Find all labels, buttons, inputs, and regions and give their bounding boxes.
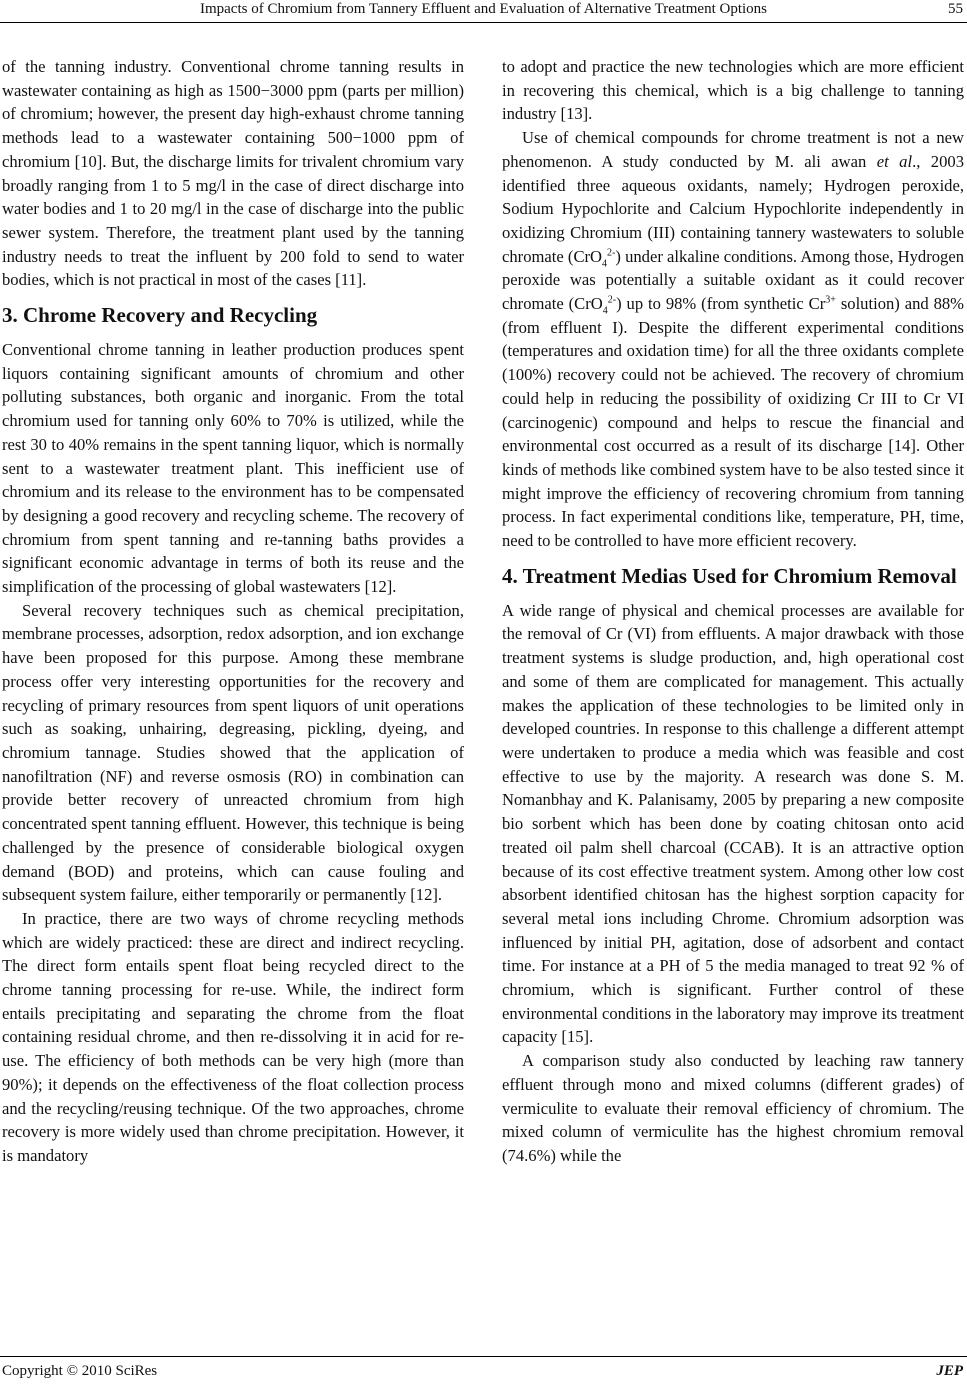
paragraph: A wide range of physical and chemical processes are available for the removal of Cr (VI) from effluents. A major drawback with those treatment systems is sludge production, and, high operational cost and some of them are complicated for management. This actually makes the application of these technologies to be limited only in developed countries. In response to this challenge a different attempt were undertaken to produce a media which was feasible and cost effective to use by the majority. A research was done S. M. Nomanbhay and K. Palanisamy, 2005 by preparing a new composite bio sorbent which has been done by coating chitosan onto acid treated oil palm shell charcoal (CCAB). It is an attractive option because of its cost effective treatment system. Among other low cost absorbent identified chitosan has the highest sorption capacity for several metal ions including Chrome. Chromium adsorption was influenced by initial PH, agitation, dose of adsorbent and contact time. For instance at a PH of 5 the media managed to treat 92 % of chromium, which is significant. Further control of these environmental conditions in the laboratory may improve its treatment capacity [15]. bbox=[502, 600, 964, 1047]
paragraph: A comparison study also conducted by leaching raw tannery effluent through mono and mixed columns (different grades) of vermiculite to evaluate their removal efficiency of chromium. The mixed column of vermiculite has the highest chromium removal (74.6%) while the bbox=[502, 1051, 964, 1165]
superscript: 2- bbox=[607, 294, 617, 306]
right-column bbox=[502, 55, 964, 1168]
section-heading: 4. Treatment Medias Used for Chromium Removal bbox=[502, 563, 957, 588]
paragraph: of the tanning industry. Conventional chrome tanning results in wastewater containing as high as 1500−3000 ppm (parts per million) of chromium; however, the present day high-exhaust chrome tanning methods lead to a wastewater containing 500−1000 ppm of chromium [10]. But, the discharge limits for trivalent chromium vary broadly ranging from 1 to 5 mg/l in the case of direct discharge into water bodies and 1 to 20 mg/l in the case of discharge into the public sewer system. Therefore, the treatment plant used by the tanning industry needs to treat the influent by 200 fold to send to water bodies, which is not practical in most of the cases [11]. bbox=[2, 57, 464, 290]
superscript: 2- bbox=[607, 247, 616, 259]
running-title: Impacts of Chromium from Tannery Effluent and Evaluation of Alternative Treatment Options bbox=[199, 1, 768, 17]
section-heading: 3. Chrome Recovery and Recycling bbox=[2, 303, 318, 328]
journal-name: JEP bbox=[936, 1363, 963, 1379]
page-number: 55 bbox=[948, 1, 963, 17]
paragraph: Conventional chrome tanning in leather production produces spent liquors containing significant amounts of chromium and other polluting substances, both organic and inorganic. From the total chromium used for tanning only 60% to 70% is utilized, while the rest 30 to 40% remains in the spent tanning liquor, which is normally sent to a wastewater treatment plant. This inefficient use of chromium and its release to the environment has to be compensated by designing a good recovery and recycling scheme. The recovery of chromium from spent tanning and re-tanning baths provides a significant economic advantage in terms of both its reuse and the simplification of the processing of global wastewaters [12]. bbox=[2, 340, 464, 597]
text-run: ) under alkaline conditions. Among those, Hydrogen peroxide was potentially a suitable oxidant as it could recover chromate (CrO bbox=[502, 246, 965, 314]
page-header bbox=[0, 0, 967, 23]
subscript: 4 bbox=[602, 257, 608, 269]
paragraph: Several recovery techniques such as chemical precipitation, membrane processes, adsorption, redox adsorption, and ion exchange have been proposed for this purpose. Among these membrane process offer very interesting opportunities for the recovery and recycling of primary resources from spent liquors of unit operations such as soaking, unhairing, degreasing, pickling, dyeing, and chromium tannage. Studies showed that the application of nanofiltration (NF) and reverse osmosis (RO) in combination can provide better recovery of unreacted chromium from high concentrated spent tanning effluent. However, this technique is being challenged by the presence of considerable biological oxygen demand (BOD) and proteins, which can cause fouling and subsequent system failure, either temporarily or permanently [12]. bbox=[2, 600, 464, 905]
text-run: ., 2003 identified three aqueous oxidants, namely; Hydrogen peroxide, Sodium Hypochlorite and Calcium Hypochlorite independently in oxidizing Chromium (III) containing tannery wastewaters to soluble chromate (CrO bbox=[502, 151, 964, 266]
page-footer bbox=[0, 1356, 967, 1387]
paragraph: to adopt and practice the new technologies which are more efficient in recovering this chemical, which is a big challenge to tanning industry [13]. bbox=[502, 57, 964, 124]
text-run: ) up to 98% (from synthetic Cr bbox=[616, 294, 826, 314]
text-run: Use of chemical compounds for chrome treatment is not a new phenomenon. A study conducted by M. ali awan bbox=[502, 128, 964, 171]
paragraph-oxidants bbox=[502, 126, 964, 553]
copyright: Copyright © 2010 SciRes bbox=[2, 1363, 158, 1379]
left-column bbox=[2, 55, 464, 1168]
subscript: 4 bbox=[602, 305, 608, 317]
text-run: solution) and 88% (from effluent I). Despite the different experimental conditions (temperatures and oxidation time) for all the three oxidants complete (100%) recovery could not be achieved. The recovery of chromium could help in reducing the possibility of oxidizing Cr III to Cr VI (carcinogenic) compound and helps to rescue the financial and environmental cost occurred as a result of its discharge [14]. Other kinds of methods like combined system have to be also tested since it might improve the efficiency of recovering chromium from tanning process. In fact experimental conditions like, temperature, PH, time, need to be controlled to have more efficient recovery. bbox=[502, 294, 965, 551]
superscript: 3+ bbox=[825, 294, 836, 306]
paragraph: In practice, there are two ways of chrome recycling methods which are widely practiced: these are direct and indirect recycling. The direct form entails spent float being recycled direct to the chrome tanning processing for re-use. While, the indirect form entails precipitating and separating the chrome from the float containing residual chrome, and then re-dissolving it in acid for re-use. The efficiency of both methods can be very high (more than 90%); it depends on the effectiveness of the float collection process and the recycling/reusing technique. Of the two approaches, chrome recovery is more widely used than chrome precipitation. However, it is mandatory bbox=[2, 908, 464, 1165]
et-al: et al bbox=[876, 151, 913, 171]
